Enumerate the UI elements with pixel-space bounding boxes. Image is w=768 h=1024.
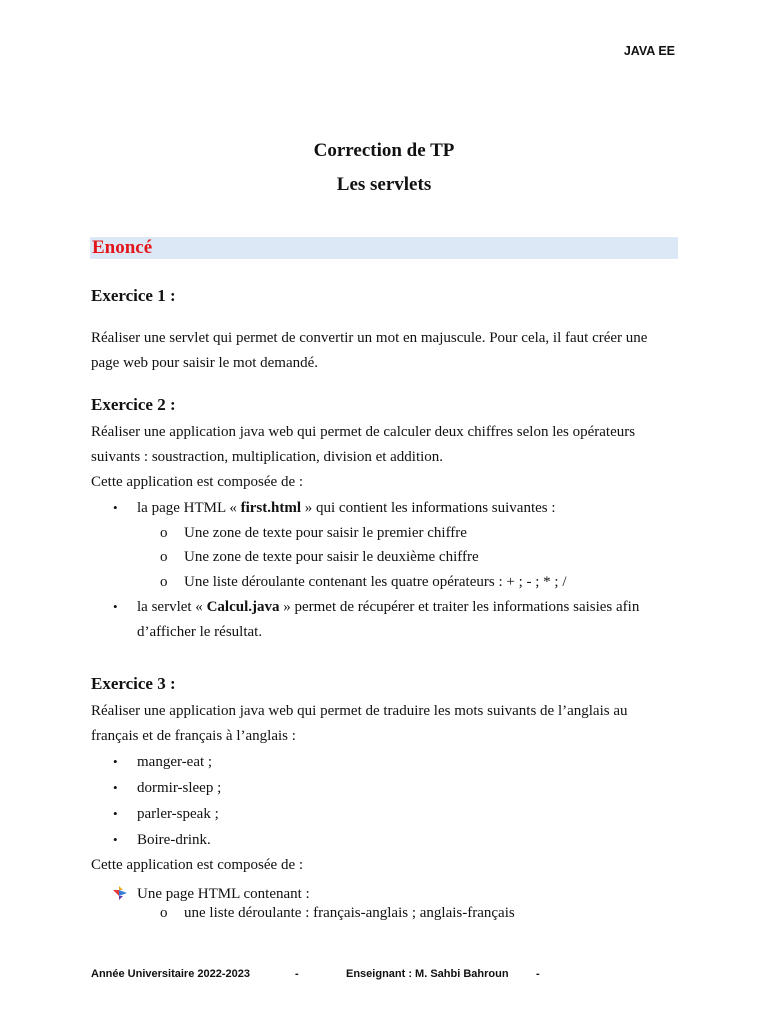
exercise-1-title: Exercice 1 : — [91, 286, 176, 305]
doc-subtitle: Les servlets — [336, 174, 432, 195]
exercise-3-text-line3: Cette application est composée de : — [91, 857, 304, 873]
bullet-marker: • — [113, 500, 118, 515]
exercise-2-item-2-line2: d’afficher le résultat. — [137, 624, 263, 640]
exercise-1-text-line2: page web pour saisir le mot demandé. — [91, 355, 319, 371]
sub-bullet-marker: o — [160, 525, 168, 541]
exercise-3-text-line2: français et de français à l’anglais : — [91, 728, 296, 744]
bullet-marker: • — [113, 832, 118, 847]
bullet-marker: • — [113, 599, 118, 614]
footer-separator: - — [536, 968, 540, 980]
sub-bullet-marker: o — [160, 549, 168, 565]
footer-separator: - — [295, 968, 299, 980]
bullet-marker: • — [113, 780, 118, 795]
sub-bullet-marker: o — [160, 905, 168, 921]
exercise-2-sub-item: Une zone de texte pour saisir le premier chiffre — [184, 525, 467, 541]
exercise-3-sub-item: une liste déroulante : français-anglais ; anglais-français — [184, 905, 515, 921]
footer-year: Année Universitaire 2022-2023 — [91, 968, 250, 980]
exercise-3-title: Exercice 3 : — [91, 674, 176, 693]
exercise-1-text-line1: Réaliser une servlet qui permet de convertir un mot en majuscule. Pour cela, il faut créer une — [91, 330, 648, 346]
word-item: manger-eat ; — [137, 754, 213, 770]
exercise-3-text-line1: Réaliser une application java web qui permet de traduire les mots suivants de l’anglais au — [91, 703, 628, 719]
exercise-3-item-1: Une page HTML contenant : — [137, 886, 310, 902]
exercise-2-item-1: la page HTML « first.html » qui contient les informations suivantes : — [137, 500, 556, 516]
bullet-marker: • — [113, 754, 118, 769]
exercise-2-sub-item: Une zone de texte pour saisir le deuxième chiffre — [184, 549, 479, 565]
exercise-2-sub-item: Une liste déroulante contenant les quatre opérateurs : + ; - ; * ; / — [184, 574, 567, 590]
exercise-2-text-line1: Réaliser une application java web qui permet de calculer deux chiffres selon les opérateurs — [91, 424, 636, 440]
section-bar — [90, 237, 678, 259]
footer-teacher: Enseignant : M. Sahbi Bahroun — [346, 968, 509, 980]
exercise-2-text-line2: suivants : soustraction, multiplication, division et addition. — [91, 449, 444, 465]
word-item: dormir-sleep ; — [137, 780, 222, 796]
word-item: Boire-drink. — [137, 832, 211, 848]
bullet-marker: • — [113, 806, 118, 821]
exercise-2-title: Exercice 2 : — [91, 395, 176, 414]
header-course: JAVA EE — [623, 44, 675, 58]
sub-bullet-marker: o — [160, 574, 168, 590]
section-title: Enoncé — [92, 237, 153, 258]
doc-title: Correction de TP — [313, 140, 455, 161]
word-item: parler-speak ; — [137, 806, 219, 822]
arrow-bullet-icon — [113, 886, 127, 900]
exercise-2-text-line3: Cette application est composée de : — [91, 474, 304, 490]
exercise-2-item-2: la servlet « Calcul.java » permet de récupérer et traiter les informations saisies afin — [137, 599, 640, 615]
